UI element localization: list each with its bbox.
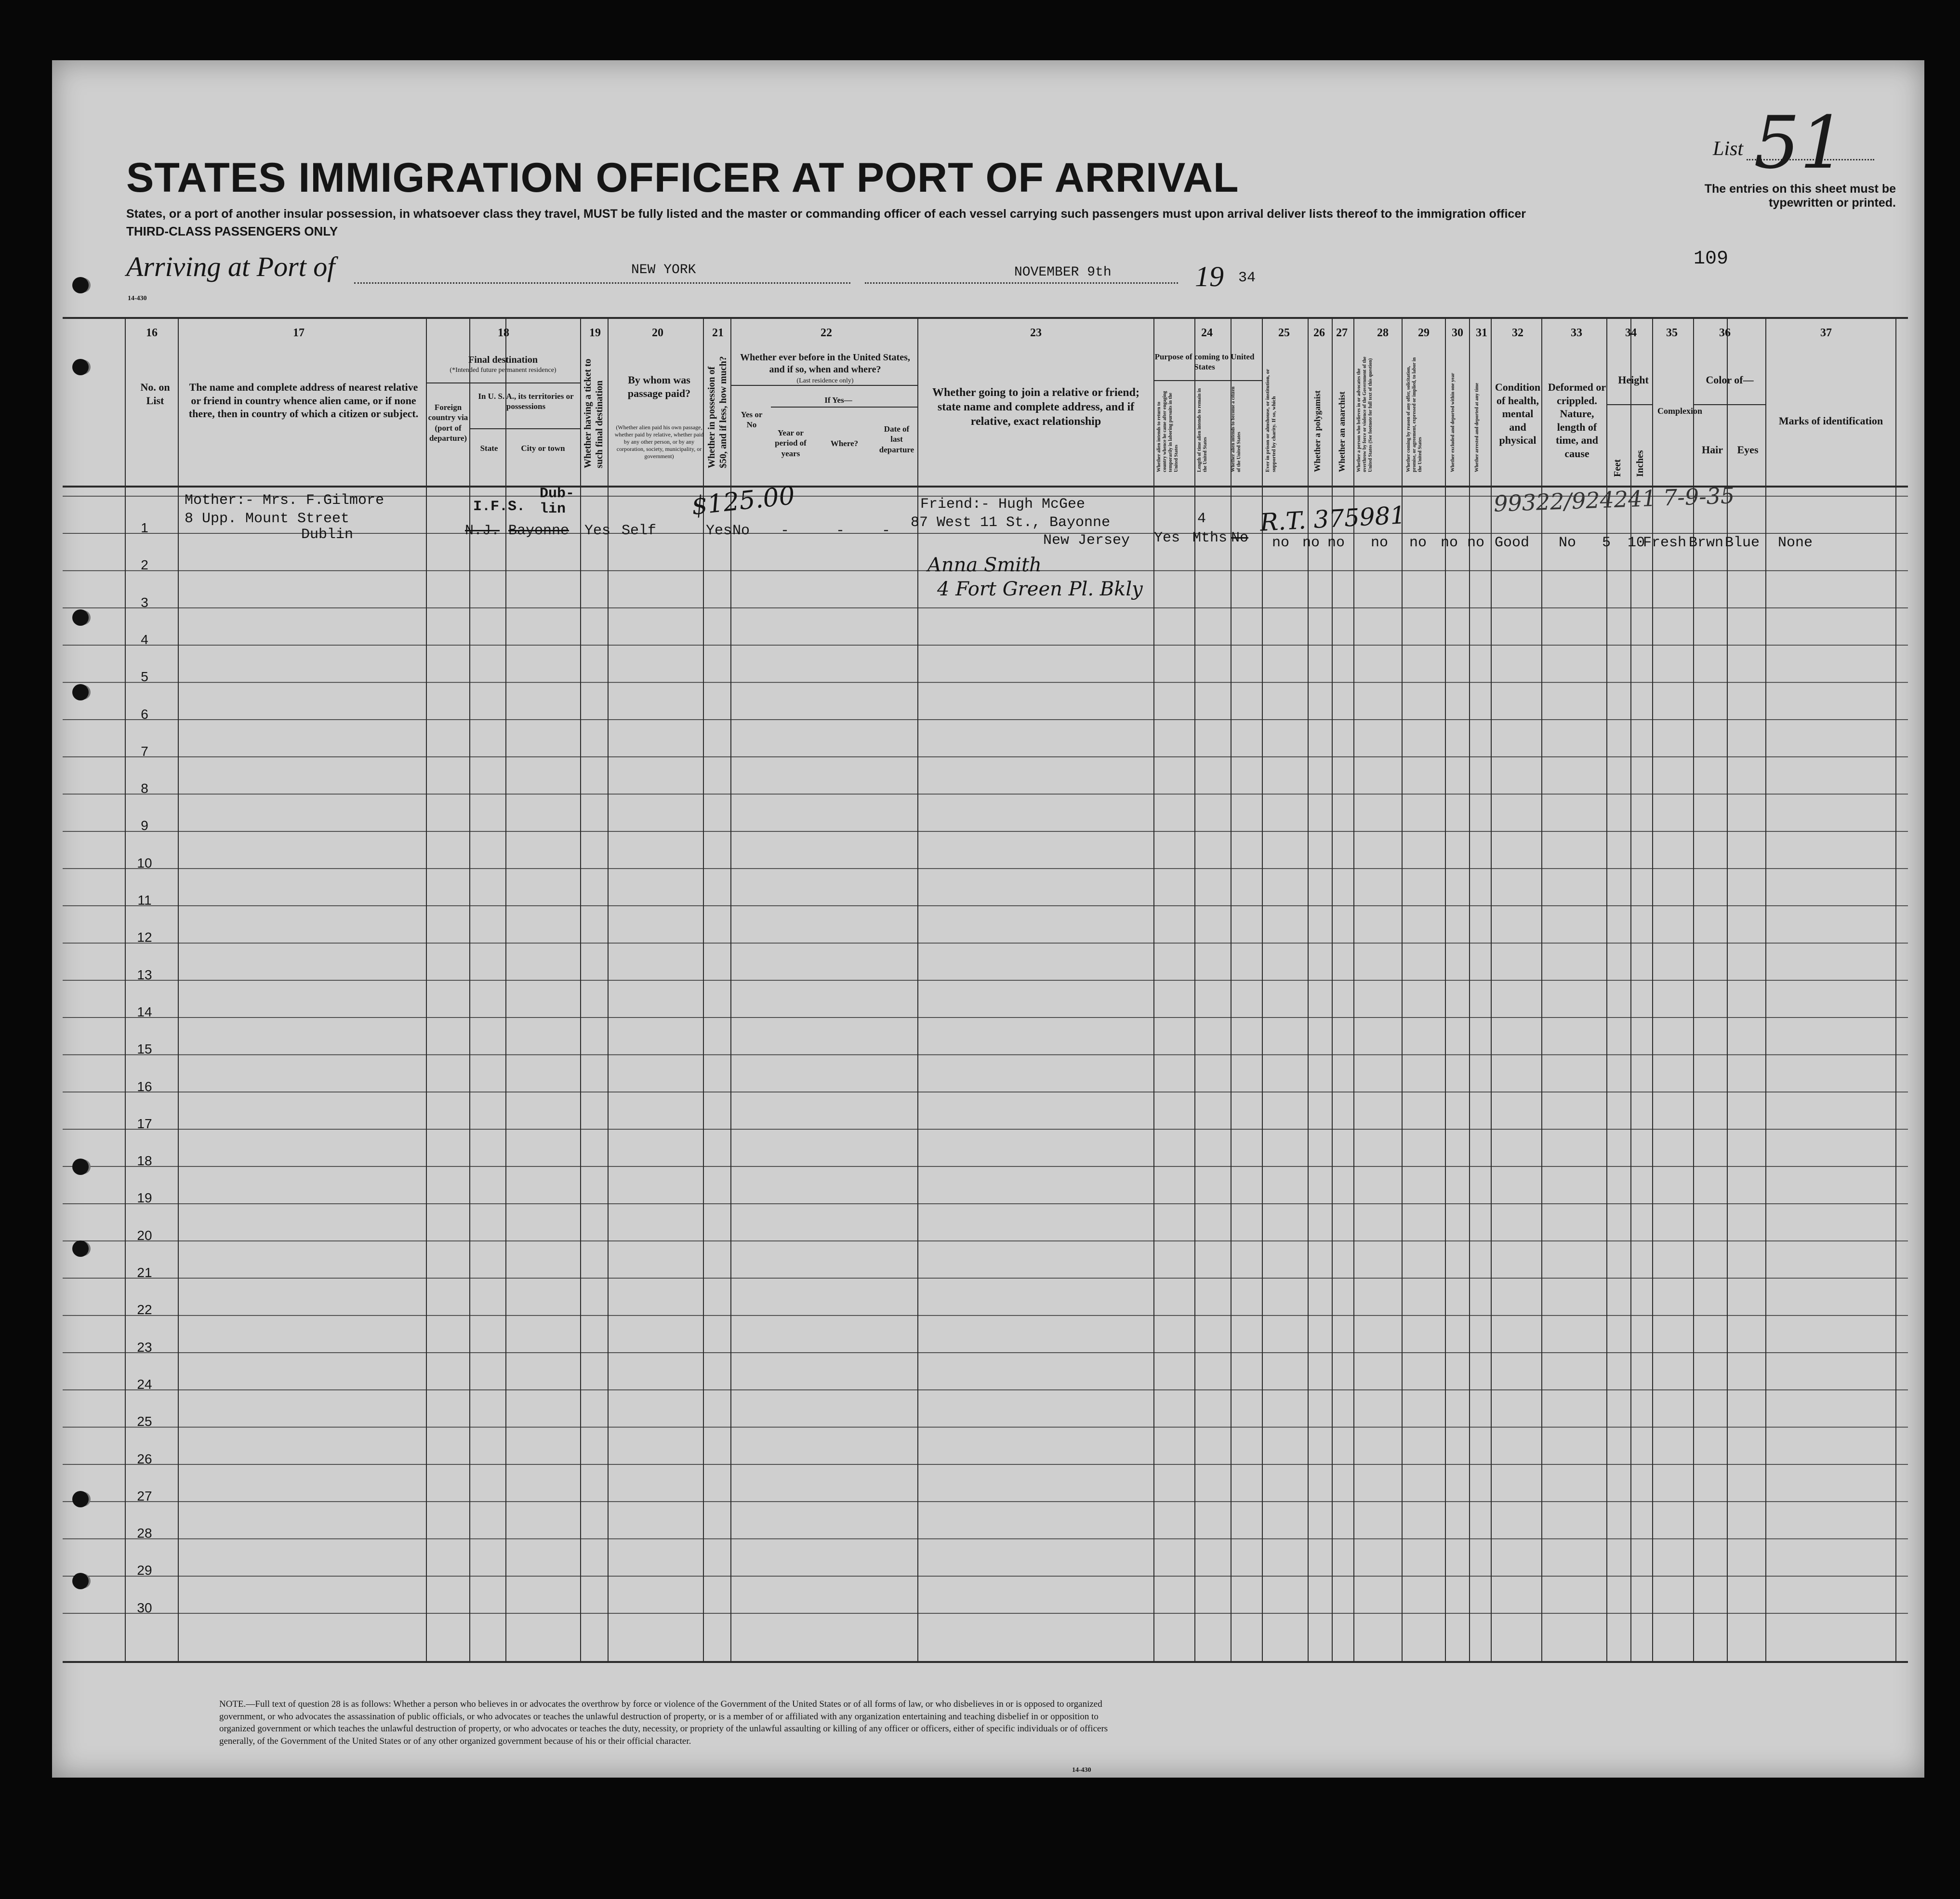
dash-date: - — [882, 523, 891, 539]
page-title: STATES IMMIGRATION OFFICER AT PORT OF ARRIVAL — [126, 155, 1239, 201]
header-q31: Whether arrested and deported at any time — [1474, 382, 1480, 472]
row-number: 7 — [141, 743, 148, 759]
header-q28: Whether a person who believes in or advocates the overthrow by force or violence of the Government of the United States (See footnote for full text of this question) — [1356, 356, 1373, 472]
foreign-country: I.F.S. — [473, 499, 526, 515]
length-unit: Mths — [1192, 530, 1228, 546]
list-number-handwritten: 51 — [1754, 101, 1846, 185]
health-value: Good — [1495, 535, 1530, 551]
header-city: City or town — [521, 444, 565, 453]
header-usa: In U. S. A., its territories or possessions — [478, 392, 574, 411]
row-number: 1 — [141, 520, 148, 535]
punch-hole — [72, 1240, 89, 1257]
punch-hole — [72, 1159, 89, 1175]
header-color: Color of— — [1706, 374, 1754, 386]
header-foreign-country: Foreign country via (port of departure) — [428, 403, 468, 443]
q31-value: no — [1467, 535, 1485, 551]
port-line — [354, 282, 850, 284]
dash-period: - — [781, 523, 790, 539]
feet-value: 5 — [1602, 535, 1611, 551]
row-number: 29 — [137, 1563, 152, 1578]
column-number: 37 — [1820, 327, 1832, 339]
column-number: 32 — [1512, 327, 1523, 339]
row-number: 3 — [141, 594, 148, 610]
dash-where: - — [836, 523, 845, 539]
friend-line-1: Friend:- Hugh McGee — [920, 496, 1086, 513]
row-number: 28 — [137, 1526, 152, 1541]
eyes-value: Blue — [1725, 535, 1760, 551]
header-q29: Whether coming by reason of any offer, solicitation, promise, or agreement, expressed or implied, to labor in the United States — [1406, 357, 1423, 472]
header-inches: Inches — [1635, 450, 1645, 477]
port-value: NEW YORK — [631, 263, 696, 277]
column-number: 19 — [589, 327, 601, 339]
column-number: 28 — [1377, 327, 1389, 339]
header-q30: Whether excluded and deported within one year — [1450, 373, 1456, 472]
marks-value: None — [1778, 535, 1813, 551]
column-number: 20 — [652, 327, 663, 339]
row-number: 14 — [137, 1004, 152, 1019]
polygamist-value: no — [1302, 535, 1320, 551]
prison-value: no — [1272, 535, 1290, 551]
column-number: 33 — [1571, 327, 1582, 339]
header-paid-by: By whom was passage paid? — [627, 374, 691, 399]
header-where: Where? — [830, 439, 859, 448]
q29-value: no — [1409, 535, 1427, 551]
row-number: 18 — [137, 1153, 152, 1169]
row-number: 30 — [137, 1600, 152, 1615]
footnote: NOTE.—Full text of question 28 is as follows: Whether a person who believes in or advocates the overthrow by force or violence of the Government of the United States or of all forms of law, or who disbelieves in or is opposed to organized government, or who advocates the assassination of public officials, or who advocates or teaches the unlawful destruction of property, or is a member of or affiliated with any organization entertaining and teaching disbelief in or opposition to organized government or which teaches the unlawful destruction of property, or who advocates or teaches the duty, necessity, or propriety of the unlawful assaulting or killing of any officer or officers, either of specific individuals or of officers generally, of the Government of the United States or of any other organized government because of his or their official character. — [219, 1699, 1108, 1746]
row-number: 17 — [137, 1116, 152, 1131]
row-number: 26 — [137, 1451, 152, 1466]
column-number: 25 — [1278, 327, 1290, 339]
arriving-label: Arriving at Port of — [126, 251, 335, 282]
column-number: 21 — [712, 327, 724, 339]
header-marks: Marks of identification — [1778, 415, 1883, 427]
header-before-us-note: (Last residence only) — [796, 377, 854, 384]
relative-line-1: Mother:- Mrs. F.Gilmore — [185, 492, 384, 509]
list-label: List — [1713, 138, 1744, 160]
header-date-departure: Date of last departure — [879, 424, 914, 454]
form-code: 14-430 — [128, 295, 147, 302]
q30-value: no — [1441, 535, 1458, 551]
header-no-on-list: No. on List — [140, 381, 170, 407]
row-number: 2 — [141, 557, 148, 573]
friend-handwritten-2: 4 Fort Green Pl. Bkly — [937, 578, 1143, 600]
header-eyes: Eyes — [1737, 444, 1759, 456]
hair-value: Brwn — [1689, 535, 1724, 551]
footer-code: 14-430 — [1072, 1767, 1091, 1774]
header-anarchist: Whether an anarchist — [1337, 391, 1347, 472]
column-number: 34 — [1625, 327, 1637, 339]
row-number: 20 — [137, 1227, 152, 1243]
header-purpose-return: Whether alien intends to return to country whence he came after engaging temporarily in laboring pursuits in the United States — [1156, 391, 1179, 472]
header-yes-or-no: Yes or No — [741, 410, 763, 430]
punch-hole — [72, 609, 89, 626]
header-polygamist: Whether a polygamist — [1312, 390, 1322, 472]
page-number: 109 — [1694, 248, 1729, 270]
header-prison: Ever in prison or almshouse, or institution, or supported by charity. If so, which — [1265, 369, 1277, 472]
header-hair: Hair — [1702, 444, 1723, 456]
column-number: 16 — [146, 327, 158, 339]
row-number: 4 — [141, 632, 148, 647]
punch-hole — [72, 1573, 89, 1589]
row-number: 8 — [141, 781, 148, 796]
page-subtitle: States, or a port of another insular possession, in whatsoever class they travel, MUST be fully listed and the master or commanding officer of each vessel carrying such passengers must upon arrival deliver lists thereof to the immigration officer — [126, 207, 1526, 221]
column-number: 23 — [1030, 327, 1042, 339]
header-relative: The name and complete address of nearest relative or friend in country whence alien came, or if none there, then in country of which a citizen or subject. — [188, 381, 419, 420]
header-final-destination: Final destination — [468, 355, 538, 365]
row-number: 5 — [141, 669, 148, 685]
paid-by-value: Self — [622, 523, 657, 539]
q28-value: no — [1371, 535, 1389, 551]
row-number: 12 — [137, 930, 152, 945]
row-number: 22 — [137, 1302, 152, 1318]
column-number: 24 — [1201, 327, 1213, 339]
manifest-sheet — [52, 60, 1924, 1778]
row-number: 11 — [137, 893, 152, 908]
manifest-grid — [52, 60, 1924, 1778]
header-purpose-length: Length of time alien intends to remain in the United States — [1197, 388, 1208, 472]
row-number: 13 — [137, 967, 152, 982]
friend-handwritten-1: Anna Smith — [927, 554, 1042, 576]
friend-line-2: 87 West 11 St., Bayonne — [911, 514, 1111, 531]
city-struck: Bayonne — [508, 523, 569, 539]
state-struck: N.J. — [465, 523, 500, 539]
annotation-stamp-handwritten: 99322/924241 7-9-35 — [1493, 482, 1735, 517]
row-number: 23 — [137, 1339, 152, 1355]
column-number: 26 — [1313, 327, 1325, 339]
row-number: 19 — [137, 1190, 152, 1206]
header-height: Height — [1618, 374, 1649, 386]
column-number: 30 — [1452, 327, 1463, 339]
year-suffix: 34 — [1238, 270, 1256, 286]
money-handwritten: $125.00 — [690, 481, 796, 521]
punch-hole — [72, 1491, 89, 1507]
purpose-return-value: Yes — [1154, 530, 1180, 546]
column-number: 18 — [498, 327, 509, 339]
year-prefix: 19 — [1195, 261, 1224, 292]
header-deformed: Deformed or crippled. Nature, length of time, and cause — [1548, 381, 1606, 460]
punch-hole — [72, 684, 89, 700]
anarchist-value: no — [1327, 535, 1345, 551]
foreign-city: Dub- lin — [540, 486, 575, 517]
before-us-value: No — [732, 523, 750, 539]
header-feet: Feet — [1612, 459, 1623, 477]
date-line — [865, 282, 1178, 284]
row-number: 9 — [141, 818, 148, 833]
length-number: 4 — [1197, 511, 1206, 527]
row-number: 6 — [141, 706, 148, 722]
class-line: THIRD-CLASS PASSENGERS ONLY — [126, 224, 338, 238]
row-number: 25 — [137, 1414, 152, 1429]
header-before-us: Whether ever before in the United States, and if so, when and where? — [740, 352, 910, 375]
header-paid-by-note: (Whether alien paid his own passage, whether paid by relative, whether paid by any other person, or by any corporation, society, municipality, or government) — [614, 424, 704, 460]
header-final-destination-note: (*Intended future permanent residence) — [450, 367, 556, 374]
header-ticket: Whether having a ticket to such final destination — [583, 358, 605, 468]
row-number: 10 — [137, 855, 152, 870]
header-health: Condition of health, mental and physical — [1495, 381, 1541, 446]
row-number: 27 — [137, 1488, 152, 1503]
column-number: 35 — [1666, 327, 1678, 339]
header-money: Whether in possession of $50, and if less, how much? — [706, 356, 728, 468]
inches-value: 10 — [1628, 535, 1645, 551]
column-number: 27 — [1336, 327, 1348, 339]
column-number: 31 — [1476, 327, 1487, 339]
typewritten-instruction: The entries on this sheet must be typewritten or printed. — [1704, 182, 1896, 210]
row-number: 16 — [137, 1079, 152, 1094]
column-number: 29 — [1418, 327, 1430, 339]
header-purpose-citizen: Whether alien intends to become a citizen of the United States — [1231, 386, 1242, 472]
header-state: State — [480, 444, 498, 453]
citizen-value: No — [1231, 530, 1249, 546]
header-complexion: Complexion — [1657, 406, 1703, 416]
column-number: 22 — [821, 327, 832, 339]
friend-line-3: New Jersey — [1043, 532, 1130, 549]
header-period: Year or period of years — [775, 428, 807, 458]
column-number: 17 — [293, 327, 305, 339]
header-join-relative: Whether going to join a relative or friend; state name and complete address, and if relative, exact relationship — [932, 386, 1139, 428]
row-number: 15 — [137, 1042, 152, 1057]
date-value: NOVEMBER 9th — [1014, 265, 1112, 280]
relative-line-2: 8 Upp. Mount Street — [185, 511, 350, 527]
relative-line-3: Dublin — [301, 527, 354, 543]
column-number: 36 — [1719, 327, 1731, 339]
ticket-value: Yes — [584, 523, 611, 539]
rt-handwritten: R.T. 375981 — [1259, 501, 1406, 537]
header-purpose: Purpose of coming to United States — [1154, 352, 1255, 372]
header-if-yes: If Yes— — [824, 396, 852, 405]
money-value: Yes — [706, 523, 732, 539]
deformed-value: No — [1559, 535, 1576, 551]
punch-hole — [72, 359, 89, 375]
punch-hole — [72, 277, 89, 293]
complexion-value: Fresh — [1643, 535, 1687, 551]
row-number: 24 — [137, 1376, 152, 1392]
row-number: 21 — [137, 1265, 152, 1280]
